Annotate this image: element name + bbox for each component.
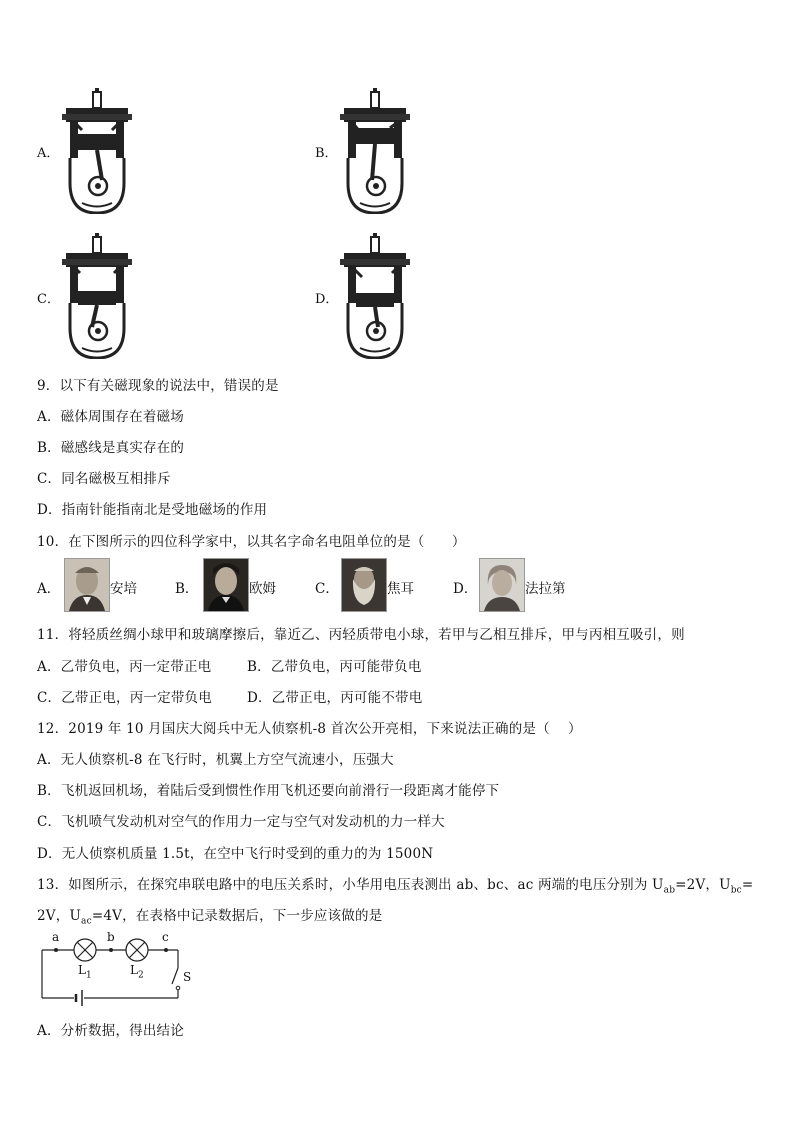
q8-option-d-letter: D． [315,292,339,307]
q11-stem: 11．将轻质丝绸小球甲和玻璃摩擦后，靠近乙、丙轻质带电小球，若甲与乙相互排斥，甲与丙相互吸引，则 [37,627,685,643]
q13-sub-ab: ab [663,885,676,896]
q8-option-a-letter: A． [37,146,60,161]
engine-diagram-a [62,88,134,214]
q13-sub-ac: ac [81,916,92,927]
q10-option-a-letter: A． [37,581,61,597]
q13-line2-start: 2V，U [37,908,82,924]
q10-option-d-name: 法拉第 [525,581,566,597]
circuit-label-b: b [107,930,115,944]
q13-line2-end: =4V，在表格中记录数据后，下一步应该做的是 [91,908,383,924]
q12-stem: 12．2019 年 10 月国庆大阅兵中无人侦察机-8 首次公开亮相，下来说法正确的是（ ） [37,721,582,737]
q9-option-b: B．磁感线是真实存在的 [37,440,185,456]
q13-sub-bc: bc [730,885,742,896]
q12-option-a: A．无人侦察机-8 在飞行时，机翼上方空气流速小，压强大 [37,752,394,768]
q10-option-c-name: 焦耳 [387,581,414,597]
portrait-joule [341,558,387,612]
circuit-diagram [38,930,198,1010]
circuit-label-c: c [162,930,169,944]
portrait-ohm [203,558,249,612]
q8-option-c-letter: C． [37,292,60,307]
q13-stem-part1: 13．如图所示，在探究串联电路中的电压关系时，小华用电压表测出 ab、bc、ac 两端的电压分别为 U [37,877,664,893]
circuit-label-l1: $L_1$ [78,963,92,981]
circuit-label-s: S [183,970,192,984]
q13-stem-line2 [37,904,382,927]
q12-option-d: D．无人侦察机质量 1.5t，在空中飞行时受到的重力的为 1500N [37,846,434,862]
q10-option-d-letter: D． [453,581,478,597]
q8-option-b-letter: B． [315,146,338,161]
engine-diagram-d [340,233,412,359]
q13-eq1: =2V，U [675,877,731,893]
q10-option-b-letter: B． [175,581,199,597]
circuit-label-l2: $L_2$ [130,963,144,981]
q13-stem-line1 [37,873,753,896]
q11-option-a: A．乙带负电，丙一定带正电 [37,659,212,675]
q9-option-d: D．指南针能指南北是受地磁场的作用 [37,502,268,518]
q12-option-c: C．飞机喷气发动机对空气的作用力一定与空气对发动机的力一样大 [37,814,445,830]
q13-option-a: A．分析数据，得出结论 [37,1023,184,1039]
portrait-faraday [479,558,525,612]
q10-stem: 10．在下图所示的四位科学家中，以其名字命名电阻单位的是（ ） [37,534,466,550]
portrait-ampere [64,558,110,612]
q13-eq2: = [741,877,754,893]
q9-stem: 9．以下有关磁现象的说法中，错误的是 [37,378,279,394]
engine-diagram-b [340,88,412,214]
q10-option-b-name: 欧姆 [249,581,276,597]
q11-option-d: D．乙带正电，丙可能不带电 [247,690,423,706]
q12-option-b: B．飞机返回机场，着陆后受到惯性作用飞机还要向前滑行一段距离才能停下 [37,783,500,799]
q11-option-b: B．乙带负电，丙可能带负电 [247,659,422,675]
q10-option-c-letter: C． [315,581,339,597]
circuit-label-a: a [52,930,60,944]
q9-option-a: A．磁体周围存在着磁场 [37,409,184,425]
q10-option-a-name: 安培 [110,581,137,597]
q9-option-c: C．同名磁极互相排斥 [37,471,171,487]
q11-option-c: C．乙带正电，丙一定带负电 [37,690,212,706]
engine-diagram-c [62,233,134,359]
